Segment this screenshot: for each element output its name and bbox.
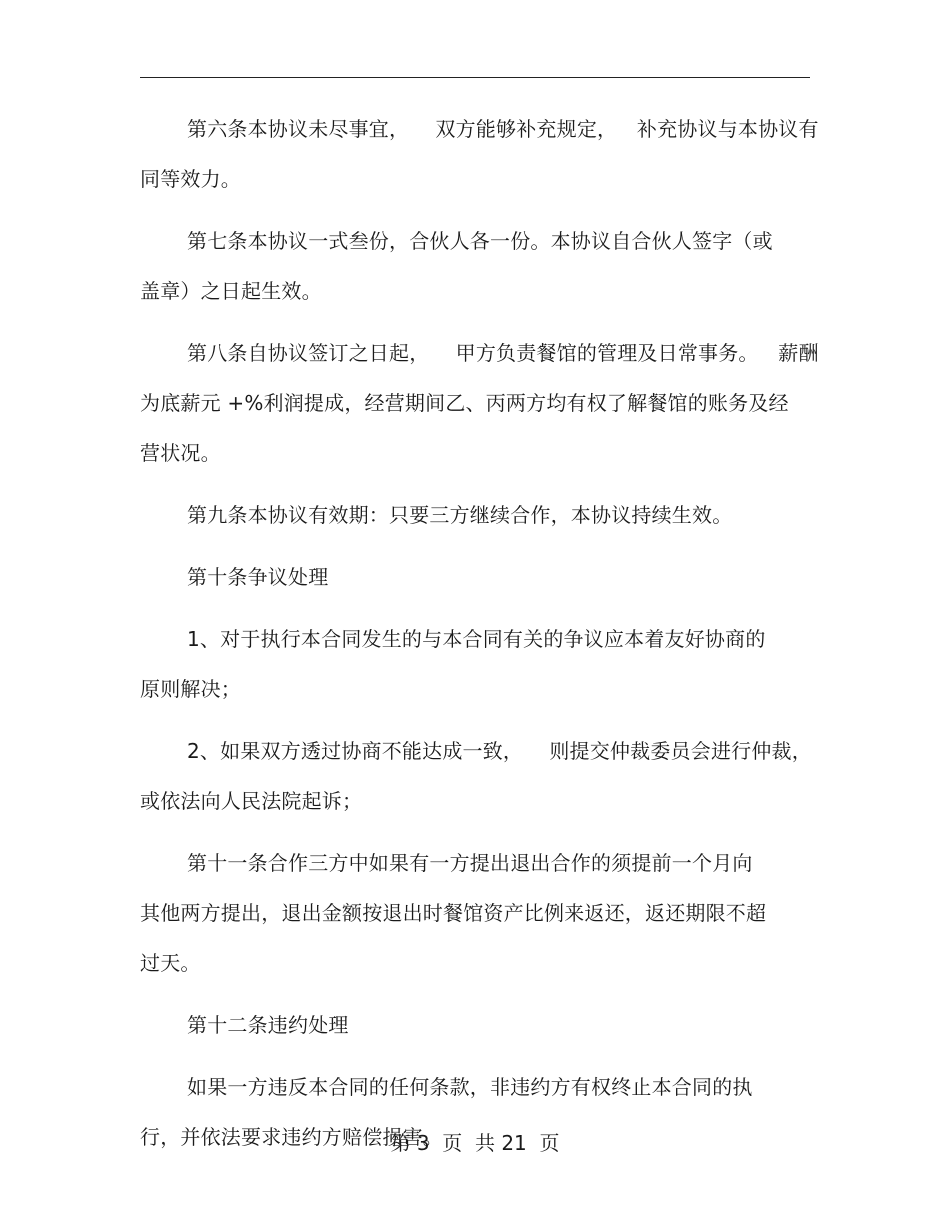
text-line: 其他两方提出，退出金额按退出时餐馆资产比例来返还，返还期限不超 [140, 901, 767, 925]
paragraph-article-11 [140, 838, 820, 988]
text-line: 为底薪元 +%利润提成，经营期间乙、丙两方均有权了解餐馆的账务及经 [140, 391, 789, 415]
text-line: 同等效力。 [140, 167, 241, 191]
paragraph-article-7 [140, 216, 820, 316]
paragraph-article-10-heading [140, 552, 820, 602]
text-line: 第十二条违约处理 [187, 1013, 349, 1037]
text-line: 第八条自协议签订之日起， 甲方负责餐馆的管理及日常事务。 薪酬 [187, 341, 819, 365]
document-body [140, 104, 820, 1174]
text-line: 或依法向人民法院起诉； [140, 789, 363, 813]
text-line: 第七条本协议一式叁份，合伙人各一份。本协议自合伙人签字（或 [187, 229, 773, 253]
paragraph-clause-2 [140, 726, 820, 826]
text-line: 行，并依法要求违约方赔偿损害。 [140, 1125, 443, 1149]
paragraph-article-6 [140, 104, 820, 204]
text-line: 2、如果双方透过协商不能达成一致， 则提交仲裁委员会进行仲裁， [187, 739, 812, 763]
text-line: 原则解决； [140, 677, 241, 701]
text-line: 第九条本协议有效期：只要三方继续合作，本协议持续生效。 [187, 503, 733, 527]
text-line: 第六条本协议未尽事宜， 双方能够补充规定， 补充协议与本协议有 [187, 117, 819, 141]
text-line: 如果一方违反本合同的任何条款，非违约方有权终止本合同的执 [187, 1075, 753, 1099]
paragraph-article-9 [140, 490, 820, 540]
text-line: 第十条争议处理 [187, 565, 329, 589]
text-line: 盖章）之日起生效。 [140, 279, 322, 303]
header-rule [140, 77, 810, 78]
paragraph-article-12-heading [140, 1000, 820, 1050]
text-line: 1、对于执行本合同发生的与本合同有关的争议应本着友好协商的 [187, 627, 766, 651]
text-line: 第十一条合作三方中如果有一方提出退出合作的须提前一个月向 [187, 851, 753, 875]
page-number: 第 3 页 共 21 页 [390, 1131, 560, 1155]
text-line: 过天。 [140, 951, 201, 975]
paragraph-clause-1 [140, 614, 820, 714]
text-line: 营状况。 [140, 441, 221, 465]
paragraph-article-8 [140, 328, 820, 478]
